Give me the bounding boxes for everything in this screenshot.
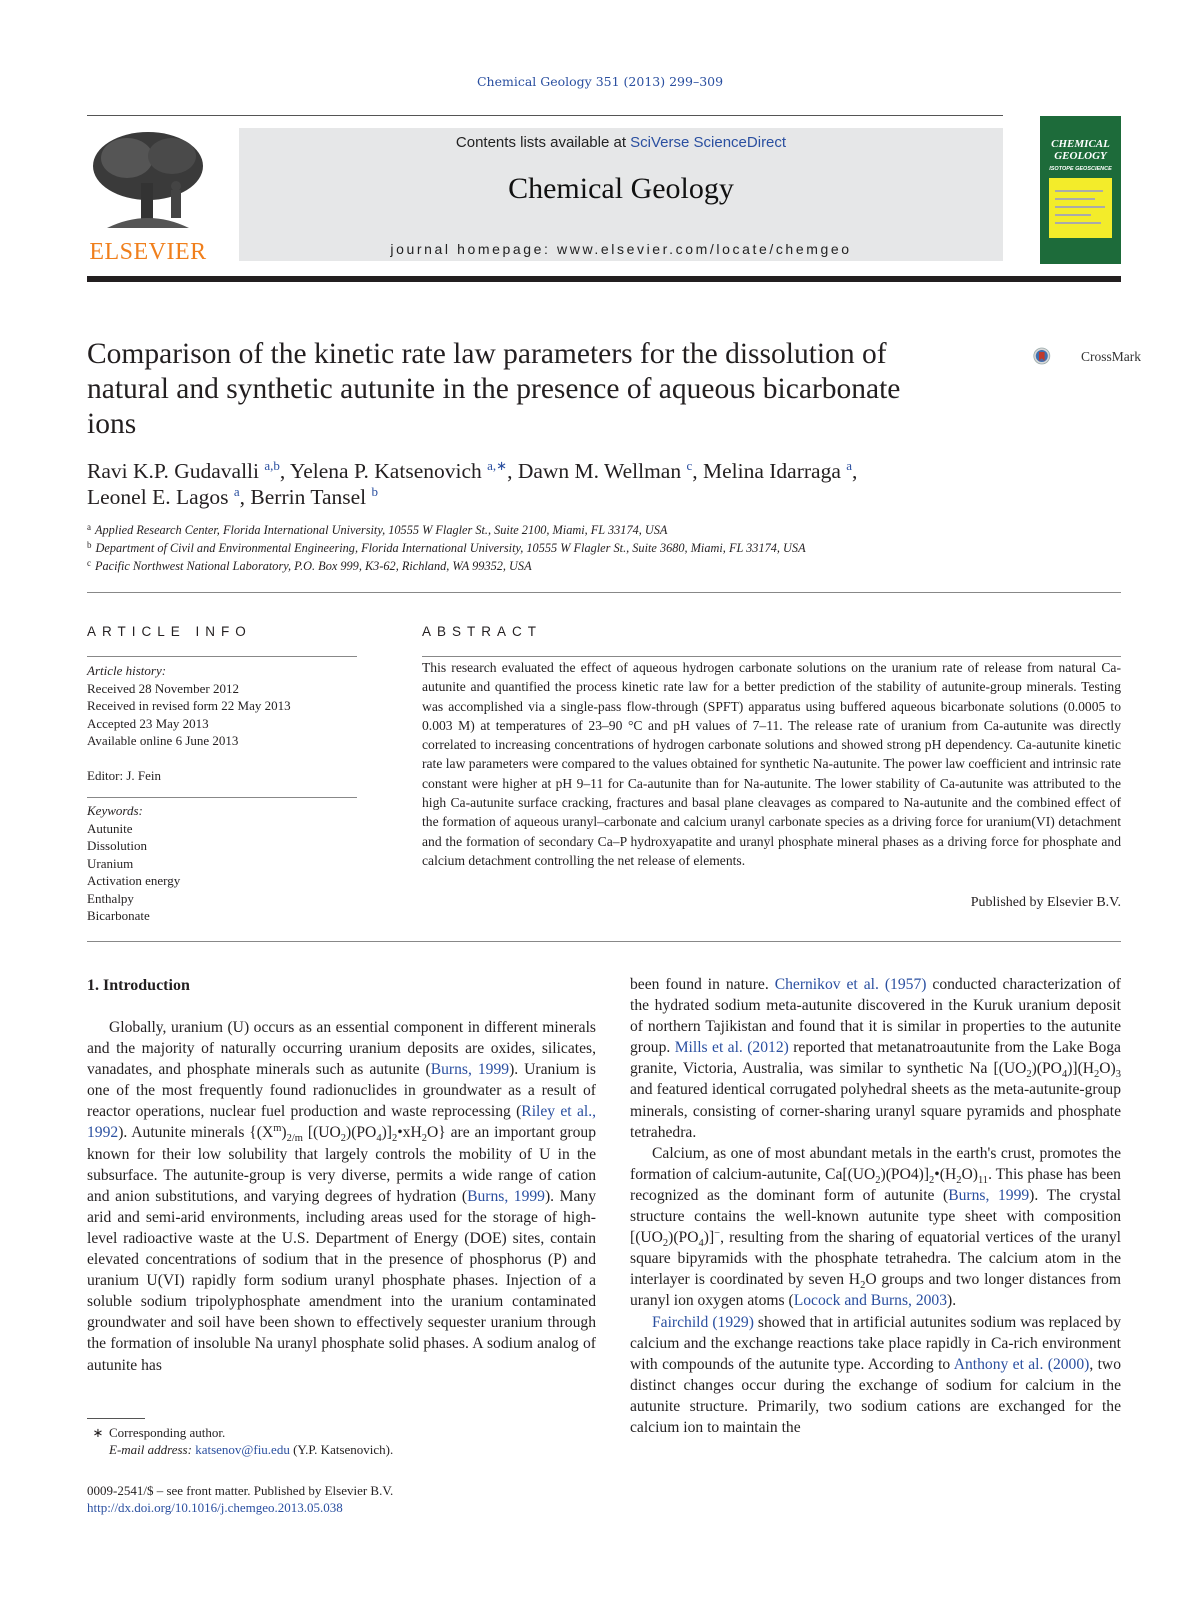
reference-link[interactable]: Locock and Burns, 2003	[793, 1292, 948, 1310]
journal-banner	[239, 128, 1003, 261]
journal-cover-thumbnail[interactable]	[1040, 116, 1121, 264]
right-column	[630, 974, 1121, 1438]
elsevier-tree-logo	[87, 128, 209, 238]
reference-link[interactable]: Chernikov et al. (1957)	[774, 976, 927, 993]
section-heading: 1. Introduction	[87, 977, 190, 994]
author-list: Ravi K.P. Gudavalli $^{a,b}$, Yelena P. Katsenovich $^{a,∗}$, Dawn M. Wellman $^c$, Melina Idarraga $^a$, Leonel E. Lagos $^a$, Berrin Tansel $^b$	[87, 458, 858, 509]
author-name: Berrin Tansel	[250, 485, 367, 509]
email-label: E-mail address:	[109, 1442, 192, 1457]
article-title: Comparison of the kinetic rate law parameters for the dissolution of natural and synthetic autunite in the presence of aqueous bicarbonate ions	[87, 338, 901, 440]
reference-link[interactable]: Burns, 1999	[467, 1187, 545, 1205]
author-name: Ravi K.P. Gudavalli	[87, 459, 259, 483]
author-affil-mark[interactable]: a	[846, 458, 853, 473]
author-affil-mark[interactable]: b	[371, 484, 379, 499]
affiliations-divider	[87, 592, 1121, 593]
keyword-item: Dissolution	[87, 838, 147, 853]
corresponding-author-note: ∗ Corresponding author.	[87, 1424, 225, 1441]
author-affil-mark[interactable]: c	[686, 458, 693, 473]
issn-line: 0009-2541/$ – see front matter. Published by Elsevier B.V.	[87, 1483, 394, 1498]
keyword-item: Bicarbonate	[87, 908, 150, 923]
author-affil-mark[interactable]: a,b	[264, 458, 280, 473]
author-name: Dawn M. Wellman	[517, 459, 682, 483]
history-item: Accepted 23 May 2013	[87, 715, 209, 731]
author-name: Melina Idarraga	[703, 459, 841, 483]
history-label: Article history:	[87, 663, 167, 678]
affiliation-item: $^b$ Department of Civil and Environmental Engineering, Florida International University, 10555 W Flagler St., Suite 3680, Miami, FL 33174, USA	[87, 540, 806, 555]
body-paragraph: been found in nature. Chernikov et al. (1957) conducted characterization of the hydrated sodium meta-autunite discovered in the Kuruk uranium deposit of northern Tajikistan and found that it is similar in properties to the autunite group. Mills et al. (2012) reported that metanatroautunite from the Lake Boga granite, Victoria, Australia, was similar to synthetic Na $[(UO_2)(PO_4)](H_2O)_3$ and featured identical corrugated polyhedral sheets as the meta-autunite-group minerals, consisting of corner-sharing uranyl square pyramids and phosphate tetrahedra.	[630, 976, 1121, 1141]
body-paragraph: Globally, uranium (U) occurs as an essential component in different minerals and the majority of naturally occurring uranium deposits are oxides, silicates, vanadates, and phosphate minerals such as autunite (Burns, 1999). Uranium is one of the most frequently found radionuclides in groundwater as a result of reactor operations, nuclear fuel production and waste reprocessing (Riley et al., 1992). Autunite minerals {$(X^m)_{2/m}$ $[(UO_2)(PO_4)]_2•xH_2O$} are an important group known for their low solubility that largely controls the mobility of U in the subsurface. The autunite-group is very diverse, permits a wide range of cation and anion substitutions, and varying degrees of hydration (Burns, 1999). Many arid and semi-arid environments, including areas used for the storage of high-level radioactive waste at the U.S. Department of Energy (DOE) sites, contain elevated concentrations of sodium that in the presence of phosphorus (P) and uranium U(VI) rapidly form sodium uranyl phosphate phases. Injection of a soluble sodium tripolyphosphate amendment into the uranium contaminated groundwater and soil have been shown to effectively sequester uranium through the formation of insoluble Na uranyl phosphate solid phases. A sodium analog of autunite has	[87, 1019, 596, 1374]
header-top-rule	[87, 115, 1003, 116]
front-matter	[87, 1482, 393, 1516]
cover-subtitle: ISOTOPE GEOSCIENCE	[1049, 166, 1112, 172]
reference-link[interactable]: Mills et al. (2012)	[674, 1039, 789, 1057]
header-thick-rule	[87, 276, 1121, 282]
reference-link[interactable]: Anthony et al. (2000)	[953, 1355, 1090, 1373]
reference-link[interactable]: Burns, 1999	[430, 1061, 510, 1079]
doi-link[interactable]: http://dx.doi.org/10.1016/j.chemgeo.2013.05.038	[87, 1500, 343, 1515]
article-info-heading: ARTICLE INFO	[87, 624, 252, 639]
keywords-block	[87, 802, 180, 925]
keywords-rule	[87, 797, 357, 798]
cover-yellow-panel	[1049, 178, 1112, 238]
email-link[interactable]: katsenov@fiu.edu	[195, 1442, 290, 1457]
crossmark-icon[interactable]	[1033, 334, 1077, 378]
journal-name: Chemical Geology	[508, 172, 734, 205]
affiliation-item: $^c$ Pacific Northwest National Laboratory, P.O. Box 999, K3-62, Richland, WA 99352, USA	[87, 558, 532, 573]
body-paragraph: Fairchild (1929) showed that in artificial autunites sodium was replaced by calcium and the exchange reactions take place rapidly in Ca-rich environment with compounds of the autunite type. According to Anthony et al. (2000), two distinct changes occur during the exchange of sodium for calcium in the autunite structure. Primarily, two sodium cations are exchanged for the calcium ion to maintain the	[630, 1313, 1121, 1436]
reference-link[interactable]: Burns, 1999	[948, 1186, 1030, 1204]
affiliations	[87, 521, 1117, 575]
history-item: Received in revised form 22 May 2013	[87, 698, 291, 713]
published-by: Published by Elsevier B.V.	[970, 895, 1121, 910]
author-name: Yelena P. Katsenovich	[289, 459, 482, 483]
journal-homepage[interactable]: journal homepage: www.elsevier.com/locate/chemgeo	[390, 241, 852, 257]
abstract-divider	[87, 941, 1121, 942]
author-name: Leonel E. Lagos	[87, 485, 229, 509]
author-affil-mark[interactable]: a	[233, 484, 240, 499]
journal-citation[interactable]: Chemical Geology 351 (2013) 299–309	[476, 74, 724, 89]
elsevier-wordmark[interactable]: ELSEVIER	[89, 239, 207, 265]
abstract-text: This research evaluated the effect of aqueous hydrogen carbonate solutions on the uranium rate of release from natural Ca-autunite and quantified the process kinetic rate law for a better prediction of the stability of autunite-group minerals. Testing was accomplished via a single-pass flow-through (SPFT) apparatus using buffered aqueous bicarbonate solutions (0.0005 to 0.003 M) at temperatures of 23–90 °C and pH values of 7–11. The release rate of uranium from Ca-autunite was directly correlated to increasing concentrations of hydrogen carbonate solutions and showed strong pH dependency. Ca-autunite kinetic rate law parameters were compared to the values obtained for synthetic Na-autunite. The power law coefficient and intrinsic rate constant were higher at pH 9–11 for Ca-autunite than for Na-autunite. The lower stability of Ca-autunite was attributed to the high Ca-autunite surface cracking, fractures and basal plane cleavages as compared to Na-autunite and the combined effect of the formation of aqueous uranyl–carbonate and calcium uranyl carbonate species as a driving force for uranium(VI) detachment and the formation of secondary Ca–P hydroxyapatite and uranyl phosphate mineral phases as a driving force for phosphate and calcium detachment controlling the net release of elements.	[422, 660, 1121, 868]
editor-line: Editor: J. Fein	[87, 768, 162, 783]
crossmark-label[interactable]: CrossMark	[1081, 349, 1141, 364]
left-column	[87, 1017, 596, 1376]
footnote-rule	[87, 1418, 145, 1419]
keyword-item: Activation energy	[87, 873, 181, 888]
article-history	[87, 662, 291, 750]
reference-link[interactable]: Fairchild (1929)	[652, 1313, 754, 1331]
sciencedirect-link[interactable]: SciVerse ScienceDirect	[630, 134, 787, 151]
body-paragraph: Calcium, as one of most abundant metals in the earth's crust, promotes the formation of calcium-autunite, $Ca[(UO_2)(PO4)]_2•(H_2O)_{11}$. This phase has been recognized as the dominant form of autunite (Burns, 1999). The crystal structure contains the well-known autunite type sheet with composition $[(UO_2)(PO_4)]^-$, resulting from the sharing of equatorial vertices of the uranyl square bipyramids with the phosphate tetrahedra. The calcium atom in the interlayer is coordinated by seven $H_2O$ groups and two longer distances from uranyl ion oxygen atoms (Locock and Burns, 2003).	[630, 1144, 1121, 1310]
history-item: Received 28 November 2012	[87, 680, 239, 696]
contents-line	[239, 134, 1003, 151]
abstract-heading: ABSTRACT	[422, 624, 543, 639]
article-info-rule	[87, 656, 357, 657]
affiliation-item: $^a$ Applied Research Center, Florida International University, 10555 W Flagler St., Suite 2100, Miami, FL 33174, USA	[87, 522, 668, 537]
keywords-label: Keywords:	[87, 803, 143, 818]
reference-link[interactable]: Riley et al., 1992	[87, 1103, 596, 1142]
history-item: Available online 6 June 2013	[87, 733, 239, 748]
author-affil-mark[interactable]: a,∗	[487, 458, 508, 473]
keyword-item: Uranium	[87, 855, 134, 871]
abstract-rule	[422, 656, 1121, 657]
keyword-item: Enthalpy	[87, 890, 134, 906]
contents-prefix: Contents lists available at	[455, 134, 626, 151]
email-note: E-mail address: katsenov@fiu.edu (Y.P. Katsenovich).	[109, 1442, 394, 1457]
footnote-star: ∗	[92, 1425, 104, 1440]
cover-title: CHEMICAL GEOLOGY	[1051, 138, 1110, 162]
keyword-item: Autunite	[87, 820, 133, 836]
